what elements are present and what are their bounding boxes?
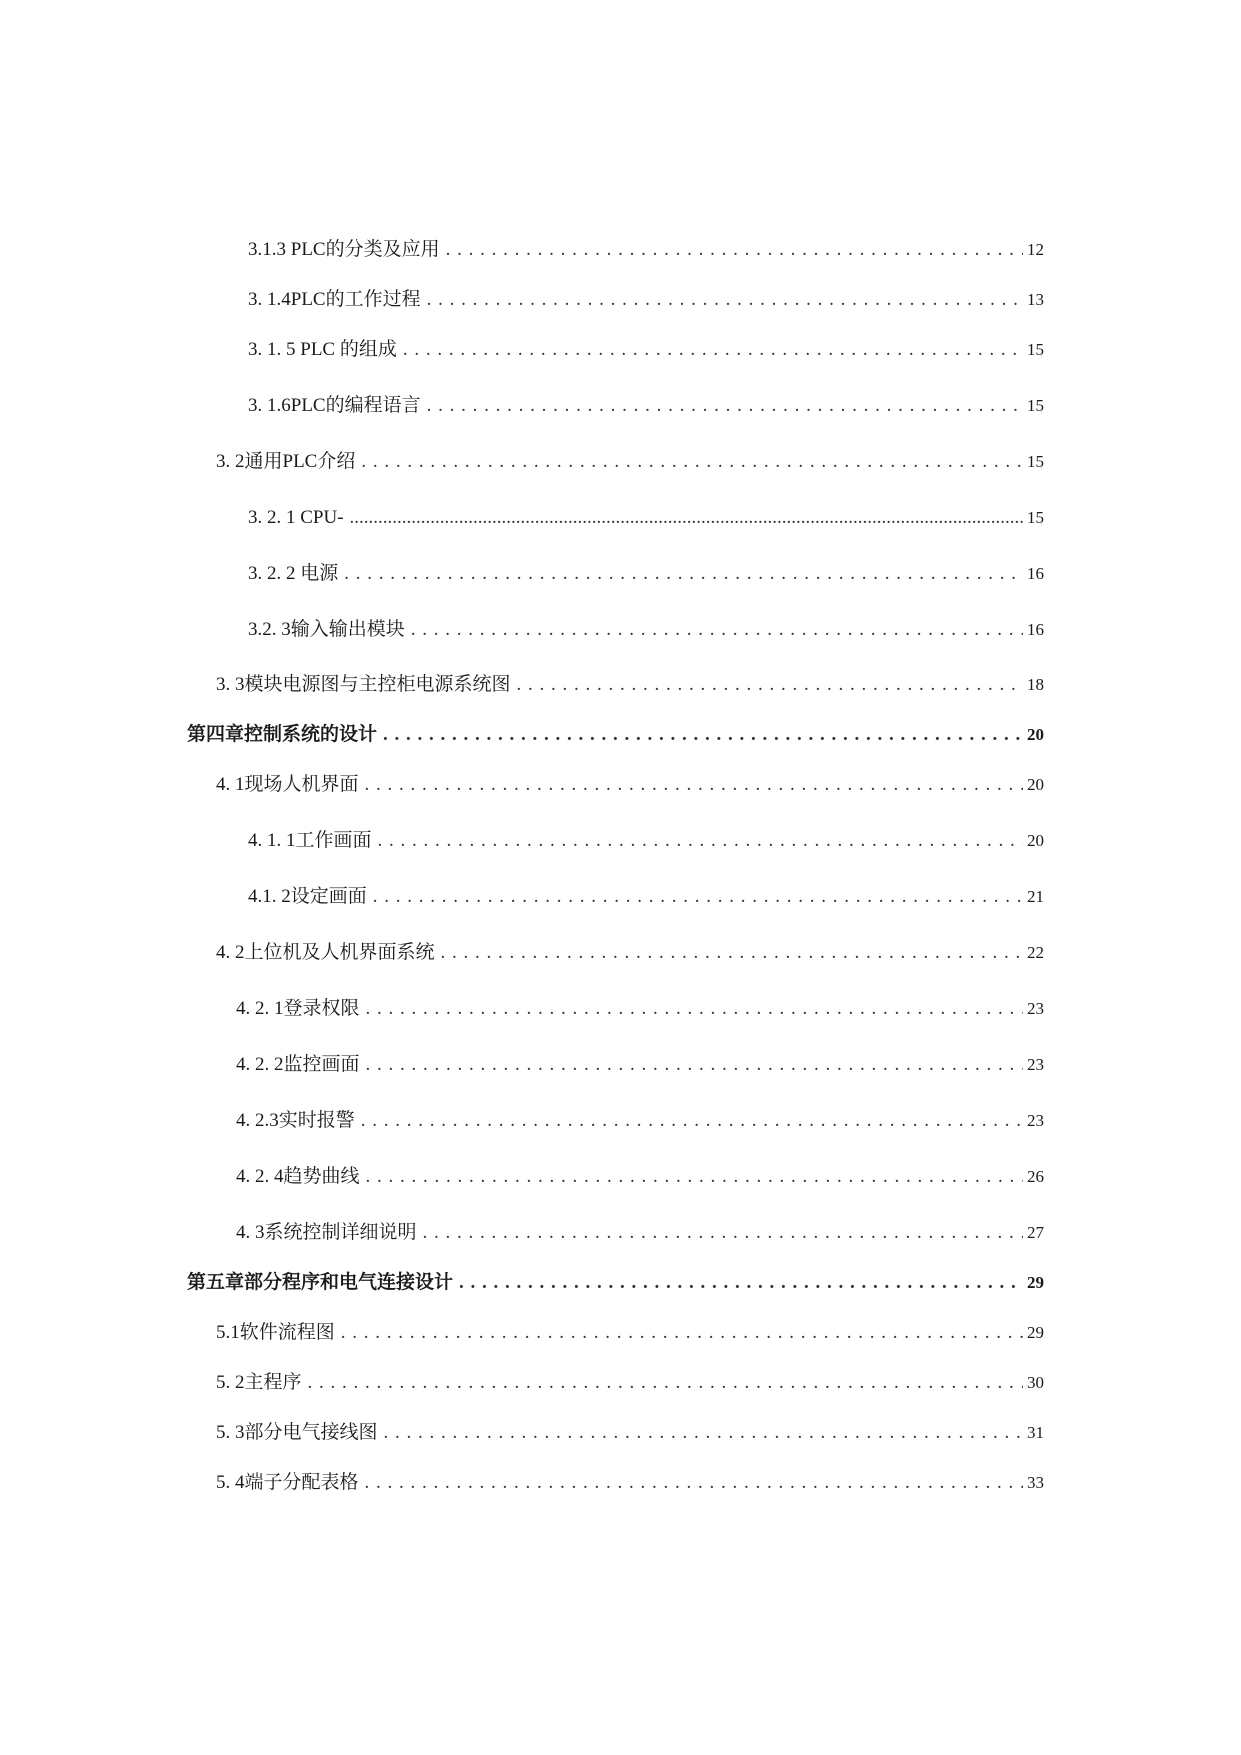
toc-entry-page: 27	[1027, 1223, 1044, 1242]
toc-entry-page: 15	[1027, 508, 1044, 527]
dot-leader	[411, 618, 1023, 642]
toc-entry[interactable]	[216, 773, 1044, 797]
dot-leader	[366, 1165, 1023, 1189]
toc-entry-title: 3. 3模块电源图与主控柜电源系统图	[216, 674, 511, 695]
dot-leader	[365, 1471, 1023, 1495]
toc-entry-page: 20	[1027, 831, 1044, 850]
dot-leader	[361, 450, 1023, 474]
toc-entry-title: 5. 3部分电气接线图	[216, 1422, 378, 1443]
toc-entry-page: 26	[1027, 1167, 1044, 1186]
dot-leader	[441, 941, 1023, 965]
dot-leader	[517, 673, 1023, 697]
toc-entry-page: 20	[1027, 775, 1044, 794]
dot-leader	[378, 829, 1023, 853]
toc-entry-title: 4. 1现场人机界面	[216, 774, 359, 795]
dot-leader	[365, 773, 1023, 797]
toc-entry-page: 16	[1027, 564, 1044, 583]
dot-leader	[366, 1053, 1023, 1077]
toc-entry[interactable]	[248, 288, 1044, 312]
toc-entry-page: 33	[1027, 1473, 1044, 1492]
toc-entry-title: 4. 2. 2监控画面	[236, 1054, 360, 1075]
toc-entry-title: 4.1. 2设定画面	[248, 886, 367, 907]
toc-entry-title: 4. 2. 4趋势曲线	[236, 1166, 360, 1187]
toc-entry-page: 30	[1027, 1373, 1044, 1392]
toc-entry[interactable]	[216, 1421, 1044, 1445]
dot-leader	[350, 506, 1023, 530]
dot-leader	[403, 338, 1023, 362]
dot-leader	[361, 1109, 1023, 1133]
toc-entry-title: 3. 2. 1 CPU-	[248, 507, 344, 528]
toc-entry-page: 23	[1027, 1055, 1044, 1074]
toc-entry[interactable]	[248, 338, 1044, 362]
dot-leader	[341, 1321, 1023, 1345]
toc-entry-page: 22	[1027, 943, 1044, 962]
toc-entry-page: 13	[1027, 290, 1044, 309]
toc-entry-page: 29	[1027, 1273, 1044, 1292]
toc-entry-title: 3. 1. 5 PLC 的组成	[248, 339, 397, 360]
toc-entry-page: 15	[1027, 340, 1044, 359]
toc-entry-page: 12	[1027, 240, 1044, 259]
toc-entry[interactable]	[216, 673, 1044, 697]
toc-entry-page: 23	[1027, 1111, 1044, 1130]
toc-entry-title: 3.2. 3输入输出模块	[248, 619, 405, 640]
dot-leader	[383, 723, 1023, 747]
toc-entry[interactable]	[248, 618, 1044, 642]
toc-chapter-entry[interactable]	[187, 723, 1044, 747]
toc-entry[interactable]	[236, 1165, 1044, 1189]
toc-entry-title: 4. 1. 1工作画面	[248, 830, 372, 851]
toc-entry-title: 4. 3系统控制详细说明	[236, 1222, 417, 1243]
toc-entry-page: 18	[1027, 675, 1044, 694]
dot-leader	[373, 885, 1023, 909]
toc-entry[interactable]	[248, 562, 1044, 586]
toc-entry-title: 5.1软件流程图	[216, 1322, 335, 1343]
toc-entry[interactable]	[248, 829, 1044, 853]
toc-entry[interactable]	[216, 941, 1044, 965]
toc-entry-title: 第四章控制系统的设计	[187, 724, 378, 745]
toc-entry[interactable]	[236, 1053, 1044, 1077]
dot-leader	[366, 997, 1023, 1021]
dot-leader	[446, 238, 1023, 262]
toc-entry-title: 3.1.3 PLC的分类及应用	[248, 239, 440, 260]
toc-entry-page: 23	[1027, 999, 1044, 1018]
toc-entry[interactable]	[248, 238, 1044, 262]
toc-entry-page: 29	[1027, 1323, 1044, 1342]
toc-entry[interactable]	[216, 1321, 1044, 1345]
dot-leader	[344, 562, 1023, 586]
toc-entry-title: 4. 2.3实时报警	[236, 1110, 355, 1131]
dot-leader	[427, 394, 1023, 418]
toc-entry-page: 20	[1027, 725, 1044, 744]
dot-leader	[423, 1221, 1023, 1245]
toc-entry[interactable]	[248, 394, 1044, 418]
toc-entry-title: 3. 2通用PLC介绍	[216, 451, 356, 472]
toc-entry-title: 5. 4端子分配表格	[216, 1472, 359, 1493]
dot-leader	[384, 1421, 1023, 1445]
toc-entry-title: 3. 1.4PLC的工作过程	[248, 289, 421, 310]
toc-entry-page: 15	[1027, 396, 1044, 415]
dot-leader	[459, 1271, 1023, 1295]
toc-entry-title: 3. 2. 2 电源	[248, 563, 339, 584]
toc-entry[interactable]	[216, 1471, 1044, 1495]
toc-entry[interactable]	[236, 1221, 1044, 1245]
toc-entry-title: 5. 2主程序	[216, 1372, 302, 1393]
dot-leader	[308, 1371, 1023, 1395]
dot-leader	[427, 288, 1023, 312]
toc-entry-page: 31	[1027, 1423, 1044, 1442]
toc-entry[interactable]	[248, 506, 1044, 530]
toc-entry-title: 4. 2上位机及人机界面系统	[216, 942, 435, 963]
toc-entry-title: 4. 2. 1登录权限	[236, 998, 360, 1019]
toc-entry[interactable]	[236, 997, 1044, 1021]
toc-entry-title: 第五章部分程序和电气连接设计	[187, 1272, 454, 1293]
toc-entry[interactable]	[216, 450, 1044, 474]
toc-entry[interactable]	[248, 885, 1044, 909]
toc-chapter-entry[interactable]	[187, 1271, 1044, 1295]
toc-entry-page: 16	[1027, 620, 1044, 639]
toc-entry[interactable]	[216, 1371, 1044, 1395]
toc-entry-page: 21	[1027, 887, 1044, 906]
toc-entry[interactable]	[236, 1109, 1044, 1133]
toc-entry-title: 3. 1.6PLC的编程语言	[248, 395, 421, 416]
toc-entry-page: 15	[1027, 452, 1044, 471]
